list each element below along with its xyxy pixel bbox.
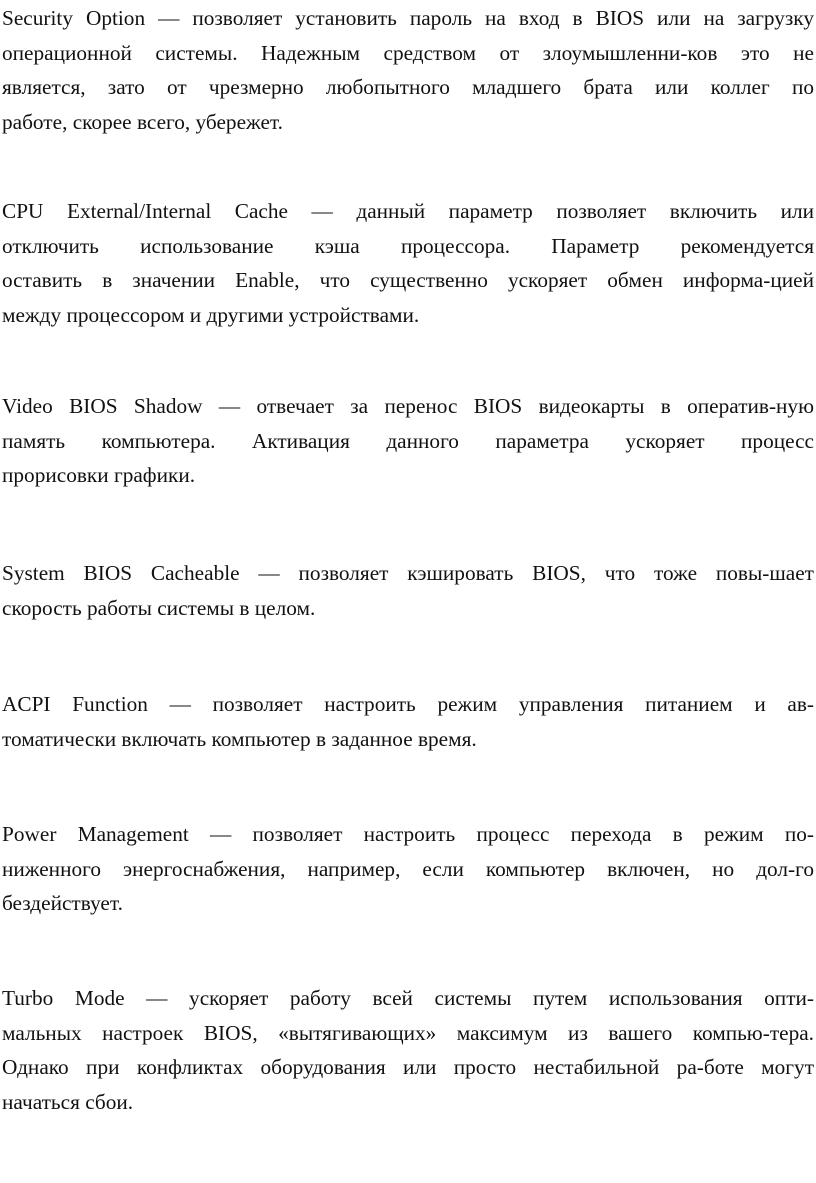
text-line: память компьютера. Активация данного параметра ускоряет процесс xyxy=(2,428,814,453)
text-line: Однако при конфликтах оборудования или просто нестабильной ра-боте могут xyxy=(2,1055,814,1079)
text-line: мальных настроек BIOS, «вытягивающих» максимум из вашего компью-тера. xyxy=(2,1020,814,1045)
text-line: начаться сбои. xyxy=(2,1089,134,1114)
text-line: отключить использование кэша процессора. Параметр рекомендуется xyxy=(2,233,814,258)
text-line: томатически включать компьютер в заданное время. xyxy=(2,726,477,751)
text-line: ниженного энергоснабжения, например, если компьютер включен, но дол-го xyxy=(2,856,814,881)
paragraph-turbo-mode xyxy=(2,981,814,1119)
paragraph-security-option xyxy=(2,1,814,139)
text-line: скорость работы системы в целом. xyxy=(2,595,316,620)
text-line: CPU External/Internal Cache — данный параметр позволяет включить или xyxy=(2,199,814,223)
text-line: Video BIOS Shadow — отвечает за перенос BIOS видеокарты в оператив-ную xyxy=(2,394,814,418)
text-line: Turbo Mode — ускоряет работу всей системы путем использования опти- xyxy=(2,986,814,1010)
paragraph-power-management xyxy=(2,817,814,921)
paragraph-system-bios-cacheable xyxy=(2,556,814,625)
text-line: бездействует. xyxy=(2,891,123,915)
text-line: между процессором и другими устройствами. xyxy=(2,302,420,327)
text-line: является, зато от чрезмерно любопытного младшего брата или коллег по xyxy=(2,75,814,99)
paragraph-acpi-function xyxy=(2,687,814,756)
text-line: System BIOS Cacheable — позволяет кэшировать BIOS, что тоже повы-шает xyxy=(2,561,814,585)
text-line: прорисовки графики. xyxy=(2,463,196,487)
text-line: Security Option — позволяет установить пароль на вход в BIOS или на загрузку xyxy=(2,6,814,30)
paragraph-video-bios-shadow xyxy=(2,389,814,493)
paragraph-cpu-cache xyxy=(2,194,814,332)
text-line: работе, скорее всего, убережет. xyxy=(2,109,283,134)
text-line: оставить в значении Enable, что существенно ускоряет обмен информа-цией xyxy=(2,268,814,292)
text-line: ACPI Function — позволяет настроить режим управления питанием и ав- xyxy=(2,692,814,716)
text-line: Power Management — позволяет настроить процесс перехода в режим по- xyxy=(2,822,814,846)
text-line: операционной системы. Надежным средством от злоумышленни-ков это не xyxy=(2,40,814,65)
